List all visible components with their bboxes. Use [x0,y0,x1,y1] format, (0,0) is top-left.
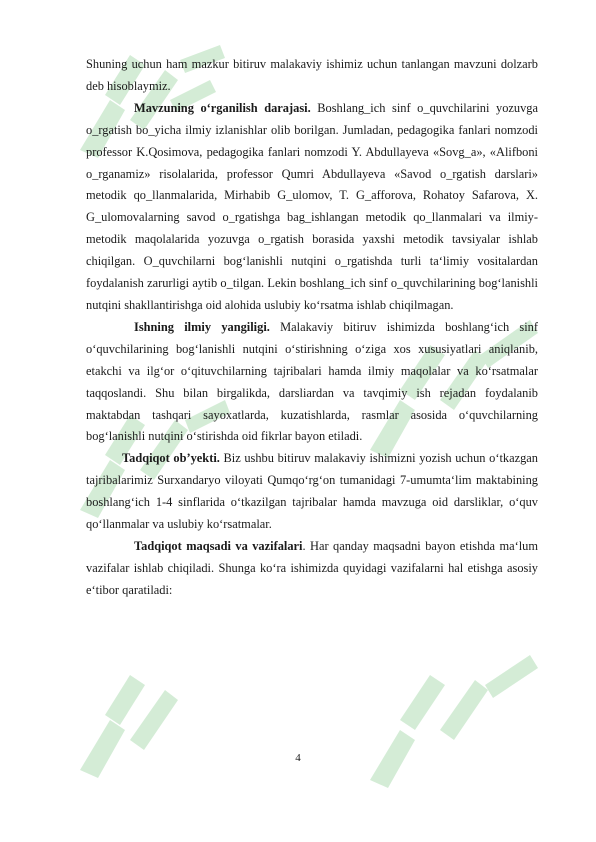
paragraph-research-object [86,448,538,536]
watermark-logo-icon [360,640,550,790]
section-heading: Tadqiqot ob’yekti. [122,451,220,466]
page-number: 4 [295,752,301,764]
section-heading: Tadqiqot maqsadi va vazifalari [134,538,303,553]
body-text [86,54,538,602]
paragraph-research-goals [86,536,538,602]
paragraph-text: Boshlang_ich sinf o_quvchilarini yozuvga o_rgatish bo_yicha ilmiy izlanishlar olib borilgan. Jumladan, pedagogika fanlari nomzodi professor K.Qosimova, pedagogika fanlari nomzodi Y. Abdullayeva «Sovg_a», «Alifboni o_rganamiz» risolalarida, professor Qumri Abdullayeva «Savod o_rgatish darslari» metodik qo_llanmalarida, Mirhabib G_ulomov, T. G_afforova, Rohatoy Safarova, X. G_ulomovalarning savod o_rgatishga bag_ishlangan metodik qo_llanmalari va ilmiy-metodik maqolalarida yozuvga o_rgatish borasida yaxshi metodik tavsiyalar ishlab chiqilgan. O_quvchilarni bog‘lanishli nutqini o_rgatishda turli ta‘limiy vositalardan foydalanish zarurligi aytib o_tilgan. Lekin boshlang_ich sinf o_quvchilarining bog‘lanishli nutqini shakllantirishga oid alohida uslubiy ko‘rsatma ishlab chiqilmagan. [86,100,539,312]
paragraph-study-level [86,98,538,317]
paragraph-text: . Har qanday maqsadni bayon etishda ma‘lum vazifalar ishlab chiqiladi. Shunga ko‘ra ishimizda quyidagi vazifalarni hal etishga asosiy e‘tibor qaratiladi: [86,538,538,597]
paragraph-text: Malakaviy bitiruv ishimizda boshlang‘ich sinf o‘quvchilarining bog‘lanishli nutqini o‘stirishning o‘ziga xos xususiyatlari aniqlanib, etakchi va ilg‘or o‘qituvchilarning tajribalari hamda ilmiy maqolalar va ko‘rsatmalar taqqoslandi. Shu bilan birgalikda, darsliardan va tavqimiy ish rejadan foydalanib maktabdan tashqari sayoxatlarda, kuzatishlarda, rasmlar asosida o‘quvchilarning bog‘lanishli nutqini o‘stirishda oid fikrlar bayon etiladi. [86,319,538,444]
paragraph-scientific-novelty [86,317,538,448]
section-heading: Ishning ilmiy yangiligi. [134,319,270,334]
paragraph-relevance [86,54,538,98]
section-heading: Mavzuning o‘rganilish darajasi. [134,100,311,115]
paragraph-text: Biz ushbu bitiruv malakaviy ishimizni yozish uchun o‘tkazgan tajribalarimiz Surxandaryo viloyati Qumqo‘rg‘on tumanidagi 7-umumta‘lim maktabining boshlang‘ich 1-4 sinflarida o‘tkazilgan tajribalar hamda mavzuga oid darsliklar, o‘quv qo‘llanmalar va uslubiy ko‘rsatmalar. [86,451,538,532]
paragraph-text: Shuning uchun ham mazkur bitiruv malakaviy ishimiz uchun tanlangan mavzuni dolzarb deb hisoblaymiz. [86,57,538,93]
